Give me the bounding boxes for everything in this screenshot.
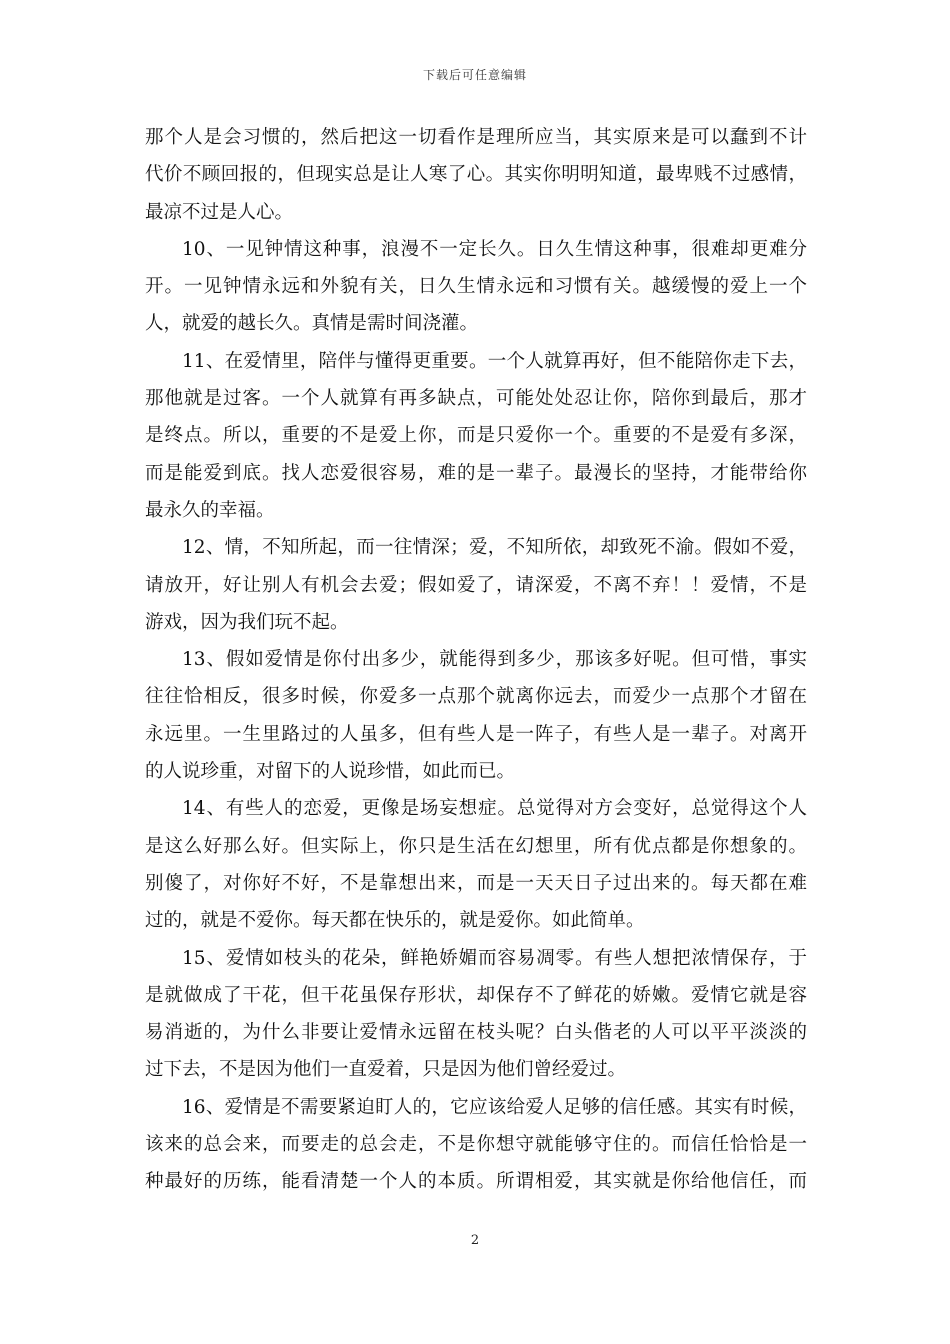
text-line: 10、一见钟情这种事，浪漫不一定长久。日久生情这种事，很难却更难分	[182, 238, 807, 260]
text-line: 是终点。所以，重要的不是爱上你，而是只爱你一个。重要的不是爱有多深，	[145, 425, 807, 447]
text-line: 那他就是过客。一个人就算有再多缺点，可能处处忍让你，陪你到最后，那才	[145, 388, 807, 410]
page-number: 2	[470, 1233, 480, 1248]
text-line: 易消逝的，为什么非要让爱情永远留在枝头呢？白头偕老的人可以平平淡淡的	[145, 1022, 807, 1044]
page-header: 下载后可任意编辑	[422, 68, 527, 82]
text-line: 请放开，好让别人有机会去爱；假如爱了，请深爱，不离不弃！！爱情，不是	[145, 574, 807, 596]
text-line: 最凉不过是人心。	[145, 201, 294, 223]
text-line: 是这么好那么好。但实际上，你只是生活在幻想里，所有优点都是你想象的。	[145, 835, 807, 857]
text-line: 16、爱情是不需要紧迫盯人的，它应该给爱人足够的信任感。其实有时候，	[182, 1096, 807, 1118]
text-line: 过下去，不是因为他们一直爱着，只是因为他们曾经爱过。	[145, 1059, 627, 1081]
text-line: 别傻了，对你好不好，不是靠想出来，而是一天天日子过出来的。每天都在难	[145, 872, 807, 894]
text-line: 13、假如爱情是你付出多少，就能得到多少，那该多好呢。但可惜，事实	[182, 649, 807, 671]
text-line: 过的，就是不爱你。每天都在快乐的，就是爱你。如此简单。	[145, 910, 645, 932]
text-line: 代价不顾回报的，但现实总是让人寒了心。其实你明明知道，最卑贱不过感情，	[145, 164, 807, 186]
text-line: 是就做成了干花，但干花虽保存形状，却保存不了鲜花的娇嫩。爱情它就是容	[145, 984, 807, 1006]
text-line: 该来的总会来，而要走的总会走，不是你想守就能够守住的。而信任恰恰是一	[145, 1134, 807, 1156]
text-line: 开。一见钟情永远和外貌有关，日久生情永远和习惯有关。越缓慢的爱上一个	[145, 276, 807, 298]
text-line: 12、情，不知所起，而一往情深；爱，不知所依，却致死不渝。假如不爱，	[182, 537, 807, 559]
text-line: 11、在爱情里，陪伴与懂得更重要。一个人就算再好，但不能陪你走下去，	[182, 350, 807, 372]
text-line: 而是能爱到底。找人恋爱很容易，难的是一辈子。最漫长的坚持，才能带给你	[145, 462, 807, 484]
text-line: 永远里。一生里路过的人虽多，但有些人是一阵子，有些人是一辈子。对离开	[145, 723, 807, 745]
text-line: 15、爱情如枝头的花朵，鲜艳娇媚而容易凋零。有些人想把浓情保存，于	[182, 947, 807, 969]
text-line: 游戏，因为我们玩不起。	[145, 611, 349, 633]
text-line: 最永久的幸福。	[145, 499, 275, 521]
text-line: 那个人是会习惯的，然后把这一切看作是理所应当，其实原来是可以蠢到不计	[145, 127, 807, 148]
text-line: 14、有些人的恋爱，更像是场妄想症。总觉得对方会变好，总觉得这个人	[182, 798, 807, 820]
text-line: 往往恰相反，很多时候，你爱多一点那个就离你远去，而爱少一点那个才留在	[145, 686, 807, 708]
text-line: 种最好的历练，能看清楚一个人的本质。所谓相爱，其实就是你给他信任，而	[145, 1171, 807, 1193]
document-body	[145, 119, 807, 1201]
text-line: 的人说珍重，对留下的人说珍惜，如此而已。	[145, 761, 516, 783]
text-line: 人，就爱的越长久。真情是需时间浇灌。	[145, 313, 479, 335]
